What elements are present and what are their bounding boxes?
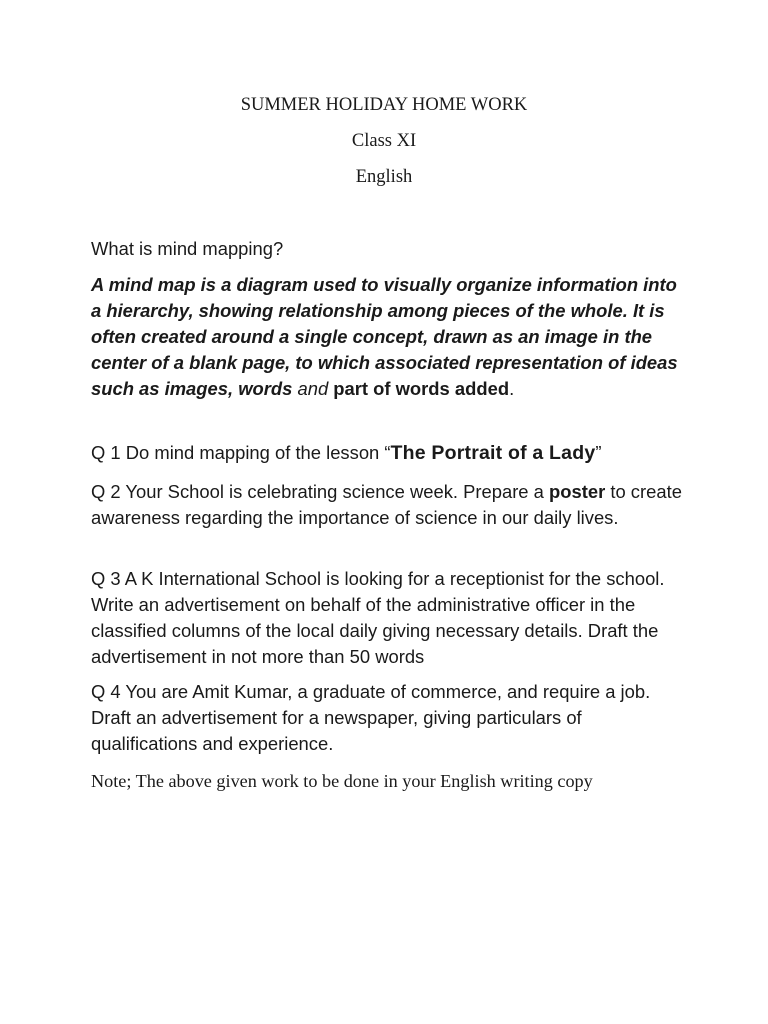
question-1 [91,440,691,466]
intro-question: What is mind mapping? [91,238,284,259]
q1-suffix: ” [595,442,602,463]
definition-text: A mind map is a diagram used to visually organize information into a hierarchy, showing relationship among pieces of the whole. It is often created around a single concept, drawn as an image in the center of a blank page, to which associated representation of ideas such as images, words [91,274,678,399]
definition-period: . [509,378,515,399]
q2-suffix: to create awareness regarding the importance of science in our daily lives. [91,481,682,528]
q2-prefix: Q 2 Your School is celebrating science week. Prepare a [91,481,544,502]
definition-added: added [454,378,510,399]
q1-prefix: Q 1 Do mind mapping of the lesson “ [91,442,391,463]
question-4: Q 4 You are Amit Kumar, a graduate of commerce, and require a job. Draft an advertisement for a newspaper, giving particulars of qualifications and experience. [91,681,651,754]
definition-and: and [297,378,329,399]
q1-lesson-title: The Portrait of a Lady [390,442,596,464]
mind-map-definition [91,272,691,402]
definition-part-of-words: part of words [333,378,450,399]
note: Note; The above given work to be done in your English writing copy [91,771,593,791]
document-title: SUMMER HOLIDAY HOME WORK [240,95,528,115]
question-3: Q 3 A K International School is looking for a receptionist for the school. Write an advertisement on behalf of the administrative officer in the classified columns of the local daily giving necessary details. Draft the advertisement in not more than 50 words [91,568,665,667]
class-label: Class XI [351,131,417,151]
subject-label: English [355,167,413,187]
question-2 [91,479,691,531]
q2-poster: poster [549,481,606,502]
